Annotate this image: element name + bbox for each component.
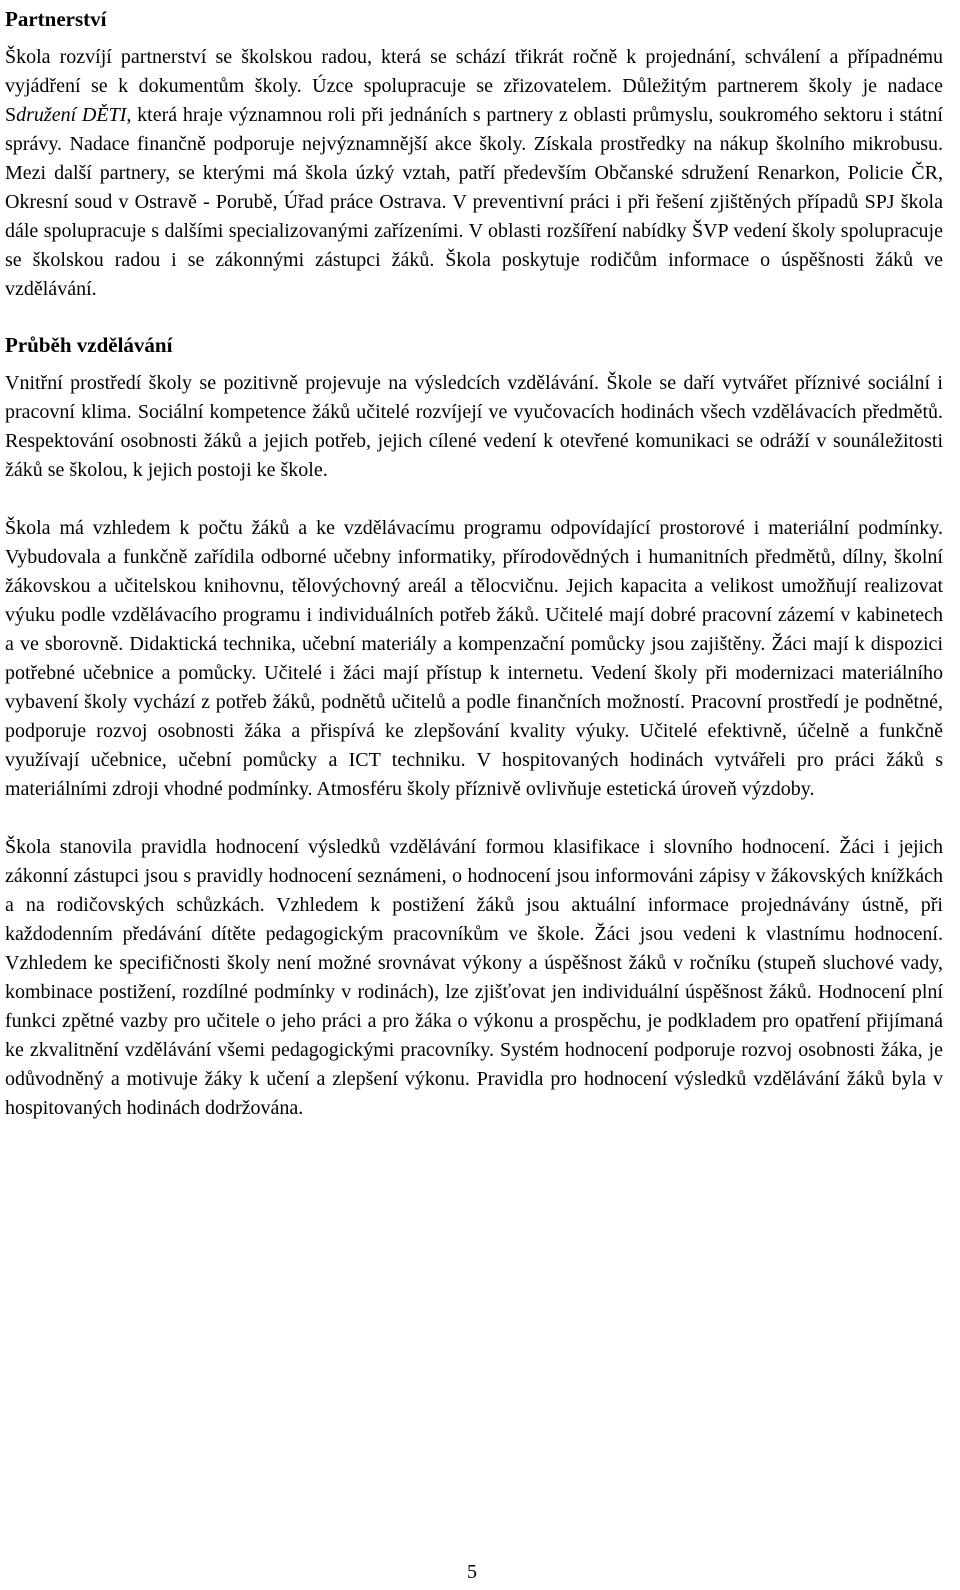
paragraph-partnerstvi [5,43,943,304]
paragraph-prubeh-vzdelavani: Vnitřní prostředí školy se pozitivně projevuje na výsledcích vzdělávání. Škole se daří vytvářet příznivé sociální i pracovní klima. Sociální kompetence žáků učitelé rozvíjejí ve vyučovacích hodinách všech vzdělávacích předmětů. Respektování osobnosti žáků a jejich potřeb, jejich cílené vedení k otevřené komunikaci se odráží v sounáležitosti žáků se školou, k jejich postoji ke škole. [5,372,943,481]
paragraph-partnerstvi-part1: Škola rozvíjí partnerství se školskou radou, která se schází třikrát ročně k projednání, schválení a případnému vyjádření se k dokumentům školy. Úzce spolupracuje se zřizovatelem. Důležitým partnerem školy je nadace S [5,46,943,126]
paragraph-hodnoceni: Škola stanovila pravidla hodnocení výsledků vzdělávání formou klasifikace i slovního hodnocení. Žáci i jejich zákonní zástupci jsou s pravidly hodnocení seznámeni, o hodnocení jsou informováni zápisy v žákovských knížkách a na rodičovských schůzkách. Vzhledem k postižení žáků jsou aktuální informace projednávány ústně, při každodenním předávání dítěte pedagogickým pracovníkům ve škole. Žáci jsou vedeni k vlastnímu hodnocení. Vzhledem ke specifičnosti školy není možné srovnávat výkony a úspěšnost žáků v ročníku (stupeň sluchové vady, kombinace postižení, rozdílné podmínky v rodinách), lze zjišťovat jen individuální úspěšnost žáků. Hodnocení plní funkci zpětné vazby pro učitele o jeho práci a pro žáka o výkonu a prospěchu, je podkladem pro opatření přijímaná ke zkvalitnění vzdělávání všemi pedagogickými pracovníky. Systém hodnocení podporuje rozvoj osobnosti žáka, je odůvodněný a motivuje žáky k učení a zlepšení výkonu. Pravidla pro hodnocení výsledků vzdělávání žáků byla v hospitovaných hodinách dodržována. [5,836,943,1119]
page-number: 5 [467,1561,477,1583]
section-heading-prubeh-vzdelavani: Průběh vzdělávání [5,333,173,357]
paragraph-partnerstvi-part2: , která hraje významnou roli při jednáních s partnery z oblasti průmyslu, soukromého sektoru i státní správy. Nadace finančně podporuje nejvýznamnější akce školy. Získala prostředky na nákup školního mikrobusu. Mezi další partnery, se kterými má škola úzký vztah, patří především Občanské sdružení Renarkon, Policie ČR, Okresní soud v Ostravě - Porubě, Úřad práce Ostrava. V preventivní práci i při řešení zjištěných případů SPJ škola dále spolupracuje s dalšími specializovanými zařízeními. V oblasti rozšíření nabídky ŠVP vedení školy spolupracuje se školskou radou i se zákonnými zástupci žáků. Škola poskytuje rodičům informace o úspěšnosti žáků ve vzdělávání. [5,104,943,300]
paragraph-materialni-podminky: Škola má vzhledem k počtu žáků a ke vzdělávacímu programu odpovídající prostorové i materiální podmínky. Vybudovala a funkčně zařídila odborné učebny informatiky, přírodovědných i humanitních předmětů, dílny, školní žákovskou a učitelskou knihovnu, tělovýchovný areál a tělocvičnu. Jejich kapacita a velikost umožňují realizovat výuku podle vzdělávacího programu i individuálních potřeb žáků. Učitelé mají dobré pracovní zázemí v kabinetech a ve sborovně. Didaktická technika, učební materiály a kompenzační pomůcky jsou zajištěny. Žáci mají k dispozici potřebné učebnice a pomůcky. Učitelé i žáci mají přístup k internetu. Vedení školy při modernizaci materiálního vybavení školy vychází z potřeb žáků, podnětů učitelů a podle finančních možností. Pracovní prostředí je podnětné, podporuje rozvoj osobnosti žáka a přispívá ke zlepšování kvality výuky. Učitelé efektivně, účelně a funkčně využívají učebnice, učební pomůcky a ICT techniku. V hospitovaných hodinách vytvářeli pro práci žáků s materiálními zdroji vhodné podmínky. Atmosféru školy příznivě ovlivňuje estetická úroveň výzdoby. [5,517,943,800]
foundation-name: družení DĚTI [16,104,127,126]
section-heading-partnerstvi: Partnerství [5,7,107,31]
